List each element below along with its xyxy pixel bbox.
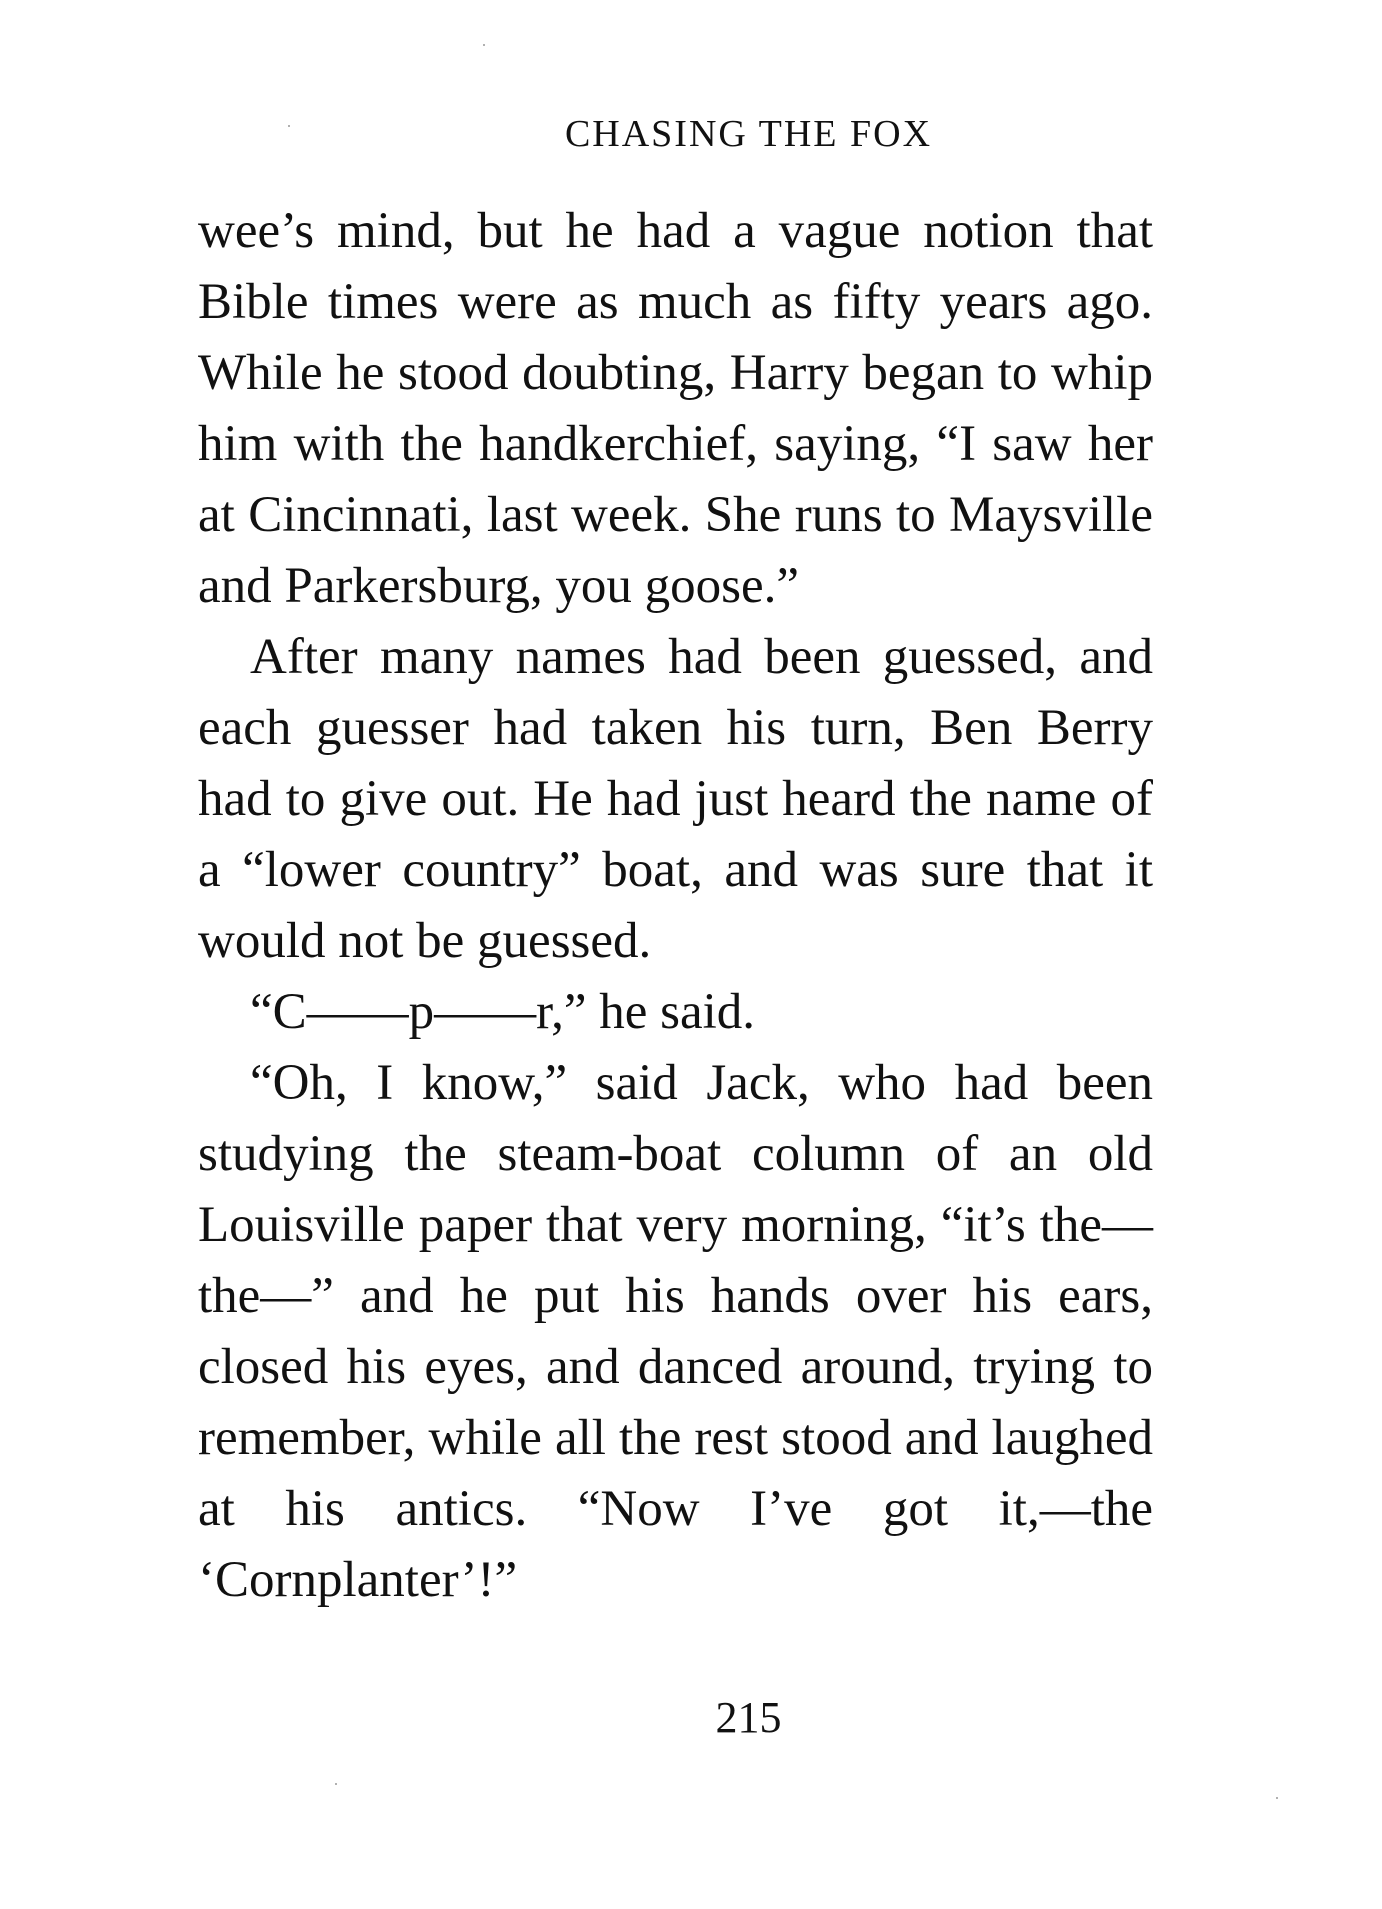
running-head: CHASING THE FOX [564,113,933,155]
paper-speck [288,125,290,127]
paragraph-2: After many names had been guessed, and each guesser had taken his turn, Ben Berry had to give out. He had just heard the name of a “lower country” boat, and was sure that it would not be guessed. [198,629,1153,969]
paragraph-1: wee’s mind, but he had a vague notion that Bible times were as much as fifty years ago. While he stood doubting, Harry began to whip him with the handkerchief, saying, “I saw her at Cincinnati, last week. She runs to Maysville and Parkersburg, you goose.” [198,203,1153,614]
page-number: 215 [715,1693,782,1742]
paper-speck [483,44,485,46]
paper-speck [1276,1797,1278,1799]
paragraph-3: “C——p——r,” he said. [250,984,756,1040]
paragraph-4: “Oh, I know,” said Jack, who had been studying the steam-boat column of an old Louisville paper that very morning, “it’s the—the—” and he put his hands over his ears, closed his eyes, and danced around, trying to remember, while all the rest stood and laughed at his antics. “Now I’ve got it,—the ‘Cornplanter’!” [198,1055,1153,1608]
paper-speck [335,1783,337,1785]
body-text [198,196,1153,1616]
